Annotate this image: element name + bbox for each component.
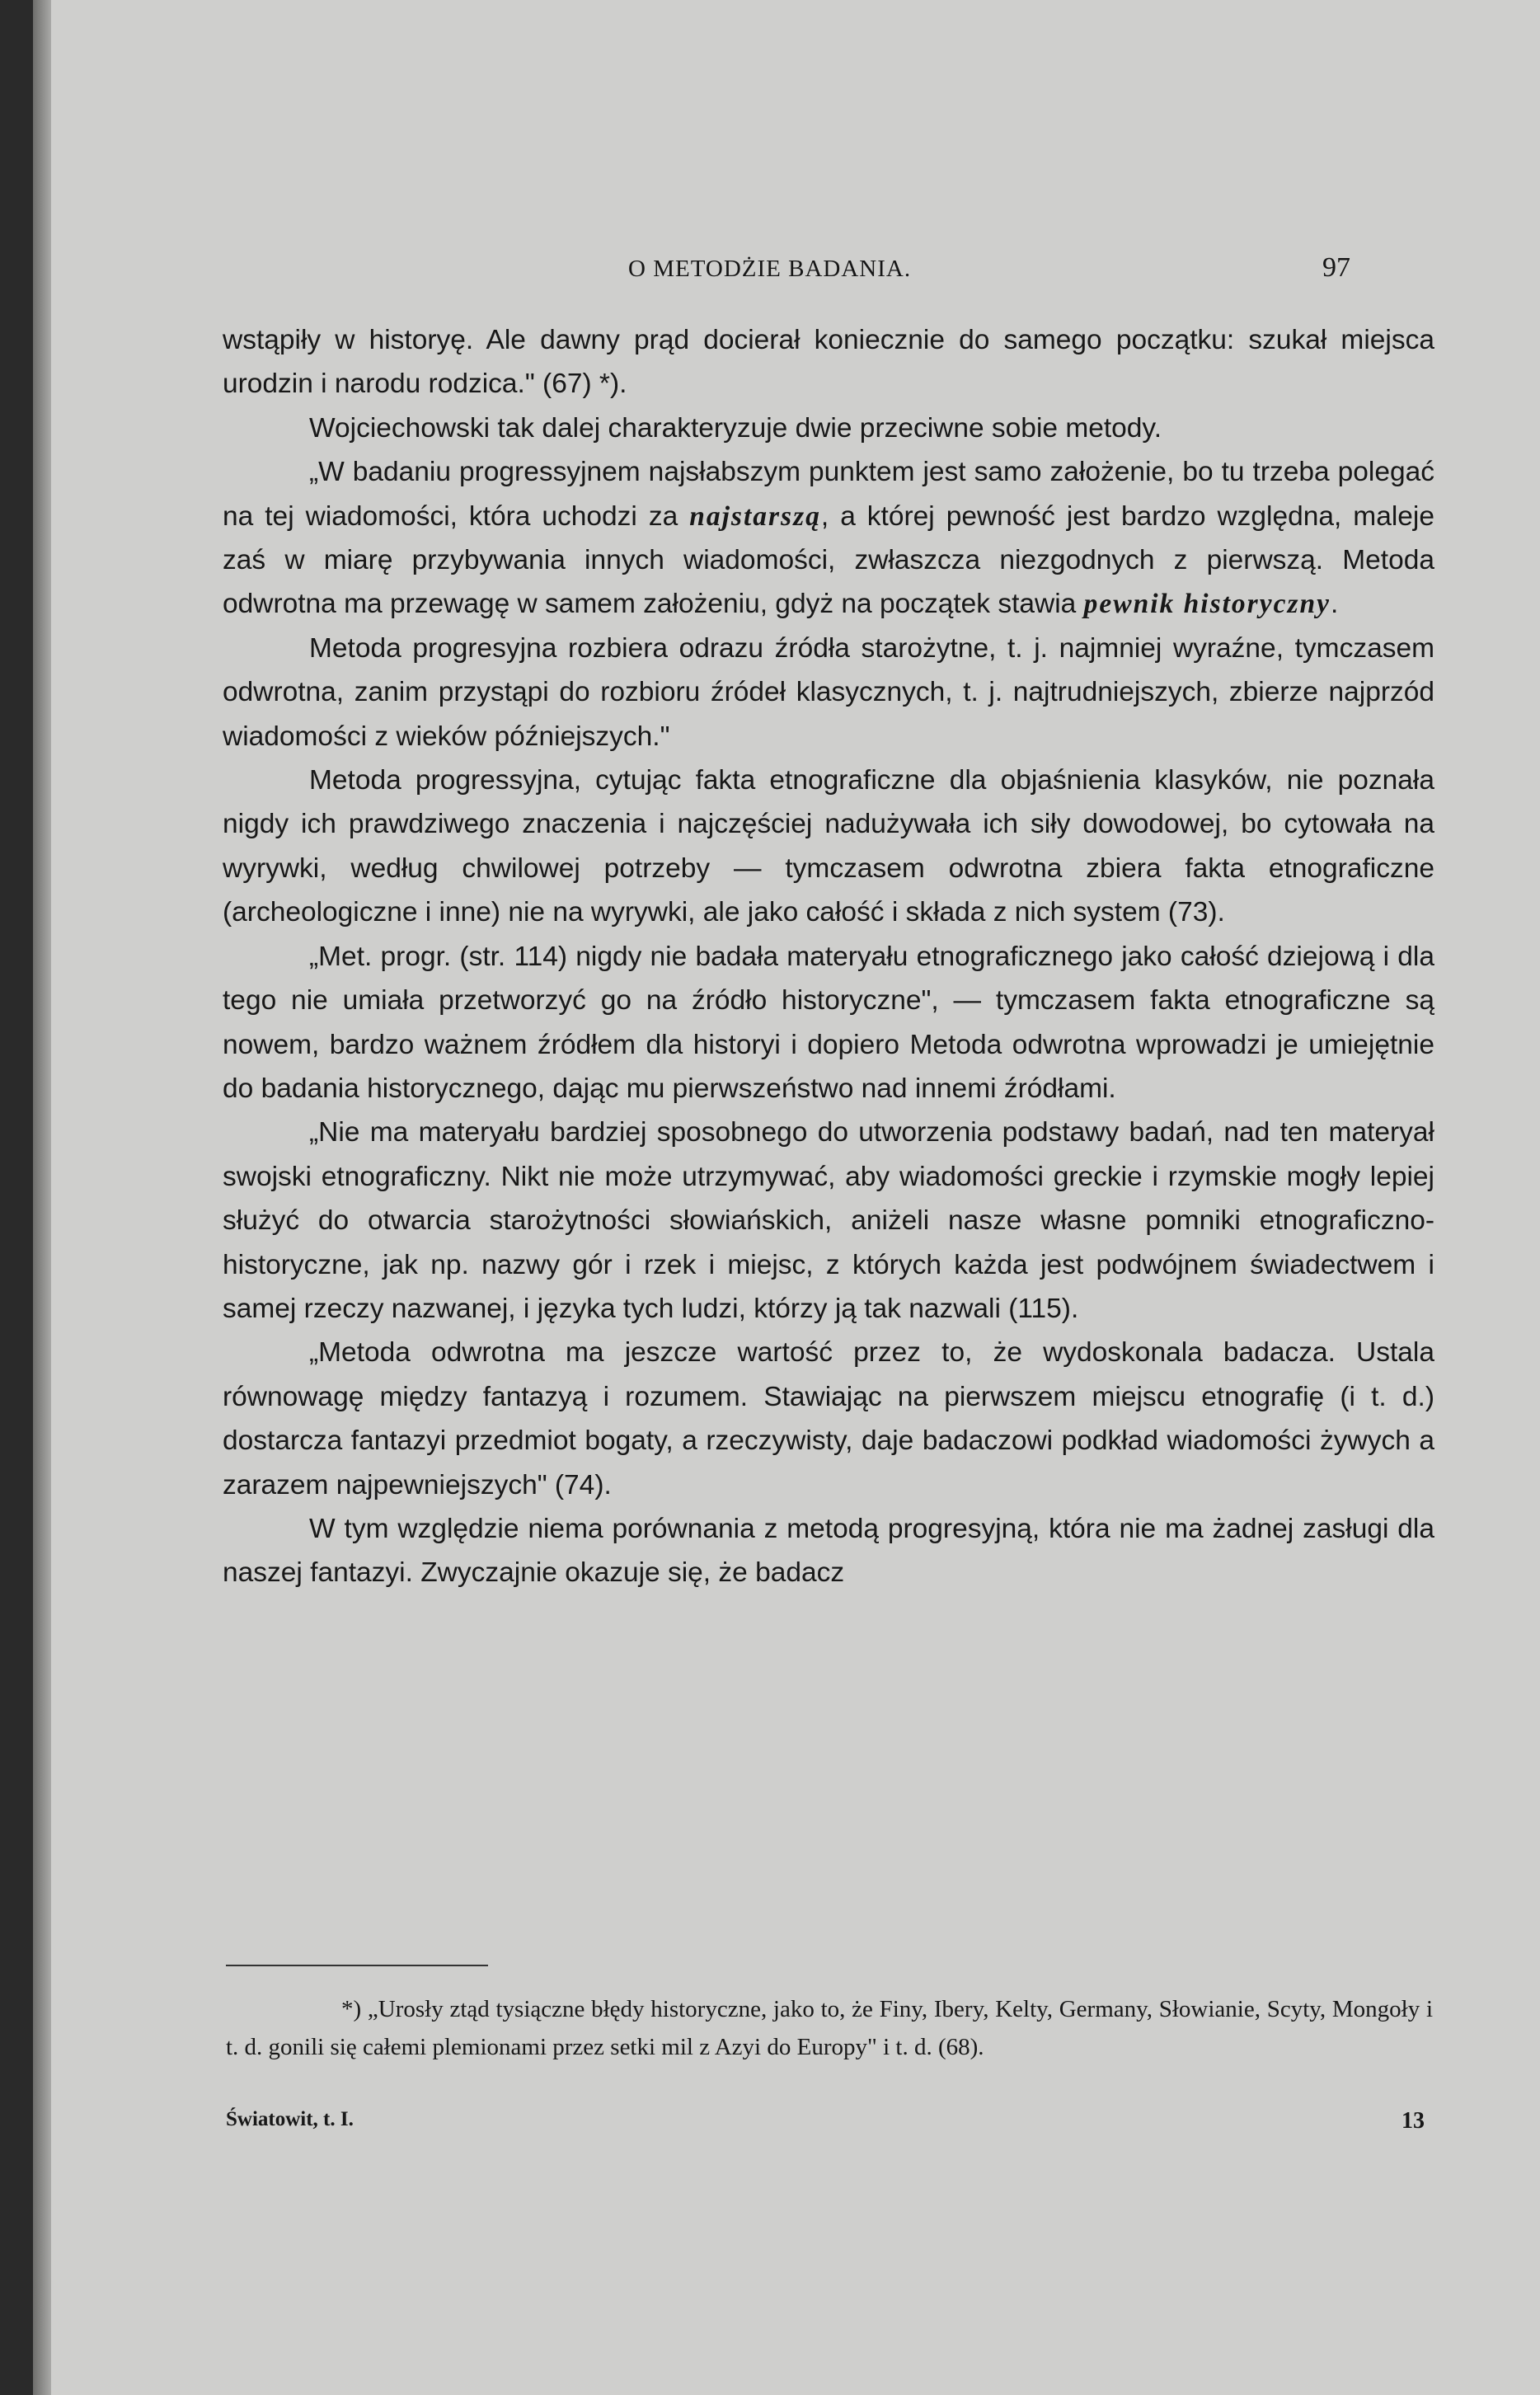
page-number: 97 (1322, 252, 1350, 283)
text-run: Wojciechowski tak dalej charakteryzuje dwie przeciwne sobie metody. (309, 412, 1162, 444)
page-header (51, 252, 1540, 294)
paragraph (223, 1507, 1434, 1595)
signature-title: Światowit, t. I. (226, 2108, 354, 2130)
paragraph (223, 627, 1434, 758)
text-run: Metoda progressyjna, cytując fakta etnograficzne dla objaśnienia klasyków, nie poznała nigdy ich prawdziwego znaczenia i najczęściej nadużywała ich siły dowodowej, bo cytowała na wyrywki, według chwilowej potrzeby — tymczasem odwrotna zbiera fakta etnograficzne (archeologiczne i inne) nie na wyrywki, ale jako całość i składa z nich system (73). (223, 765, 1434, 928)
text-run: , a której pewność jest bardzo względna, maleje zaś w miarę przybywania innych wiadomości, zwłaszcza niezgodnych z pierwszą. Metoda odwrotna ma przewagę w samem założeniu, gdyż na początek stawia (223, 500, 1434, 620)
text-run: W tym względzie niema porównania z metodą progresyjną, która nie ma żadnej zasługi dla naszej fantazyi. Zwyczajnie okazuje się, że badacz (223, 1513, 1434, 1589)
book-spine-shadow (0, 0, 33, 2395)
paragraph (223, 318, 1434, 406)
text-run: Metoda progresyjna rozbiera odrazu źródła starożytne, t. j. najmniej wyraźne, tymczasem odwrotna, zanim przystąpi do rozbioru źródeł klasycznych, t. j. najtrudniejszych, zbierze najprzód wiadomości z wieków późniejszych." (223, 632, 1434, 752)
paragraph (223, 935, 1434, 1111)
emphasized-text: najstarszą (689, 500, 821, 532)
text-run: „Metoda odwrotna ma jeszcze wartość przez to, że wydoskonala badacza. Ustala równowagę między fantazyą i rozumem. Stawiając na pierwszem miejscu etnografię (i t. d.) dostarcza fantazyi przedmiot bogaty, a rzeczywisty, daje badaczowi podkład wiadomości żywych a zarazem najpewniejszych" (74). (223, 1337, 1434, 1500)
text-run: „Nie ma materyału bardziej sposobnego do utworzenia podstawy badań, nad ten materyał swojski etnograficzny. Nikt nie może utrzymywać, aby wiadomości greckie i rzymskie mogły lepiej służyć do otwarcia starożytności słowiańskich, aniżeli nasze własne pomniki etnograficzno-historyczne, jak np. nazwy gór i rzek i miejsc, z których każda jest podwójnem świadectwem i samej rzeczy nazwanej, i języka tych ludzi, którzy ją tak nazwali (115). (223, 1117, 1434, 1324)
body-text (223, 318, 1434, 1595)
paragraph (223, 1111, 1434, 1331)
book-page (51, 0, 1540, 2395)
paragraph (223, 406, 1434, 450)
text-run: „Met. progr. (str. 114) nigdy nie badała materyału etnograficznego jako całość dziejową i dla tego nie umiała przetworzyć go na źródło historyczne", — tymczasem fakta etnograficzne są nowem, bardzo ważnem źródłem dla historyi i dopiero Metoda odwrotna wprowadzi je umiejętnie do badania historycznego, dając mu pierwszeństwo nad innemi źródłami. (223, 941, 1434, 1104)
text-run: wstąpiły w historyę. Ale dawny prąd docierał koniecznie do samego początku: szukał miejsca urodzin i narodu rodzica." (67) *). (223, 325, 1434, 400)
running-title: O METODŻIE BADANIA. (628, 256, 912, 282)
printer-signature (226, 2108, 1433, 2141)
paragraph (223, 1331, 1434, 1507)
text-run: . (1330, 589, 1339, 620)
page-gutter (33, 0, 51, 2395)
signature-number: 13 (1401, 2108, 1425, 2134)
paragraph (223, 758, 1434, 935)
emphasized-text: pewnik historyczny (1083, 589, 1331, 620)
footnote-rule (226, 1965, 488, 1966)
paragraph (223, 450, 1434, 627)
text-run: „W badaniu progressyjnem najsłabszym punktem jest samo założenie, bo tu trzeba polegać na tej wiadomości, która uchodzi za (223, 457, 1434, 532)
footnote: *) „Urosły ztąd tysiączne błędy historyczne, jako to, że Finy, Ibery, Kelty, Germany, Słowianie, Scyty, Mongoły i t. d. gonili się całemi plemionami przez setki mil z Azyi do Europy" i t. d. (68). (226, 1996, 1433, 2060)
